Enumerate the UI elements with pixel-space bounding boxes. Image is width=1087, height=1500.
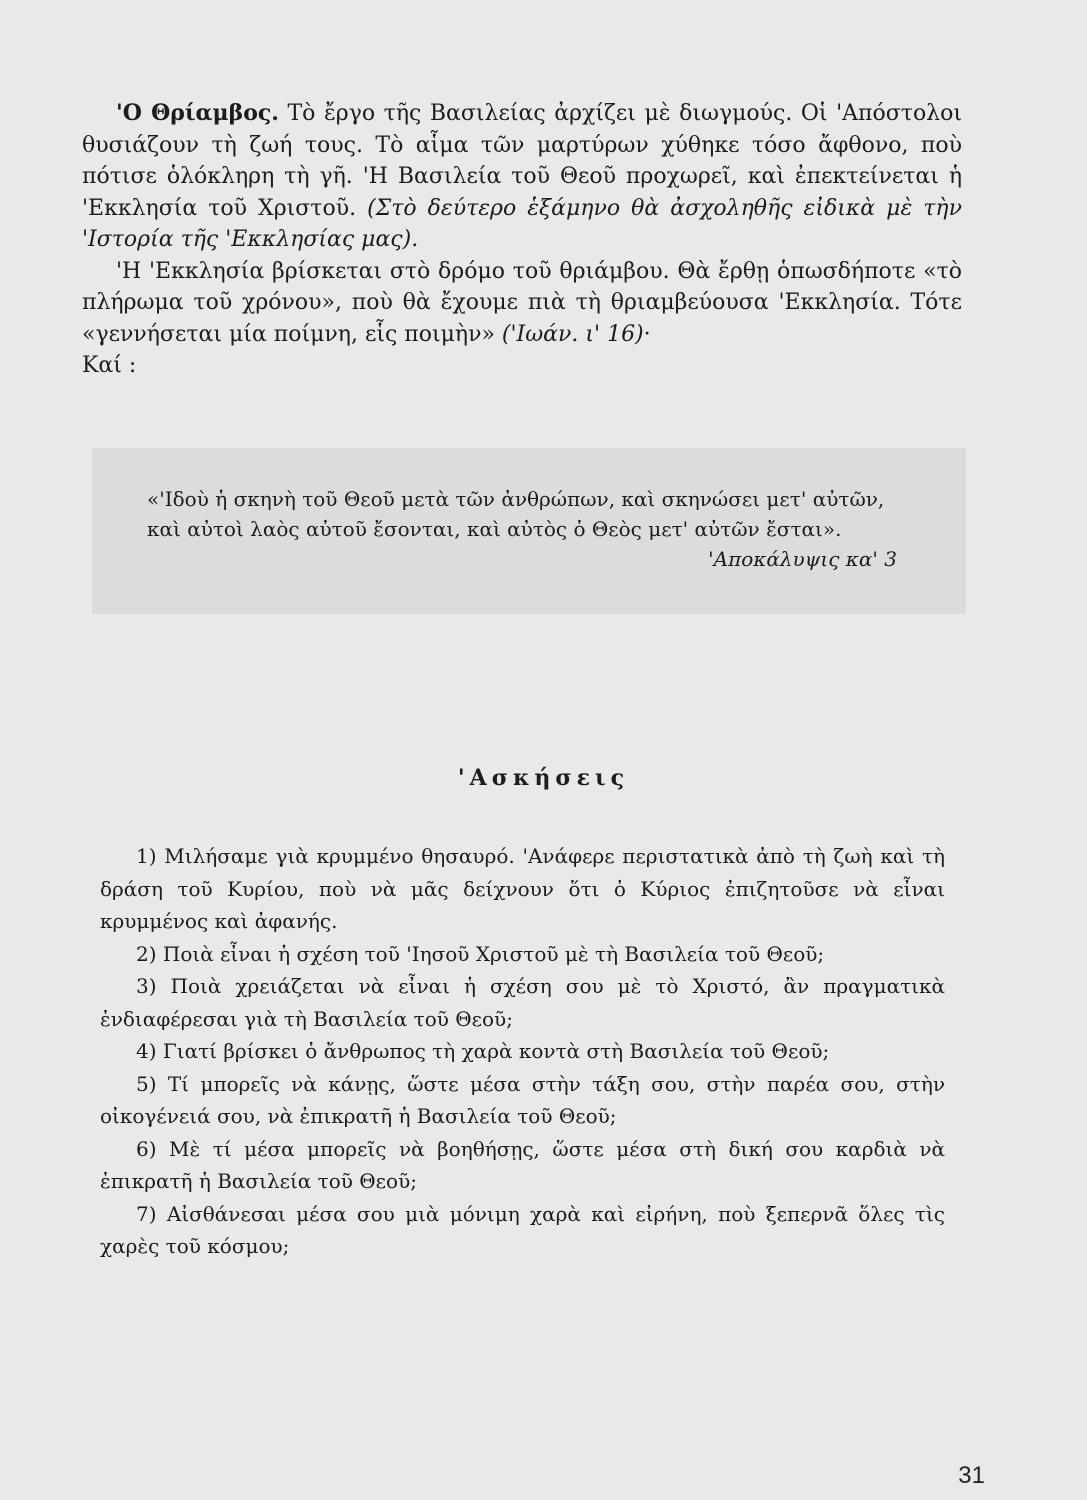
section-lead: 'Ο Θρίαμβος. (116, 100, 279, 126)
exercise-item: 4) Γιατί βρίσκει ὁ ἄνθρωπος τὴ χαρὰ κοντὰ στὴ Βασιλεία τοῦ Θεοῦ; (136, 1039, 830, 1063)
paragraph-italic-note: (Στὸ δεύτερο ἑξάμηνο θὰ ἀσχοληθῆς εἰδικὰ μὲ τὴν 'Ιστορία τῆς 'Εκκλησίας μας). (82, 195, 962, 252)
exercise-item: 2) Ποιὰ εἶναι ἡ σχέση τοῦ 'Ιησοῦ Χριστοῦ μὲ τὴ Βασιλεία τοῦ Θεοῦ; (136, 941, 825, 966)
exercise-item: 6) Μὲ τί μέσα μπορεῖς νὰ βοηθήσῃς, ὥστε μέσα στὴ δική σου καρδιὰ νὰ ἐπικρατῆ ἡ Βασιλεία τοῦ Θεοῦ; (100, 1136, 945, 1193)
exercise-item: 1) Μιλήσαμε γιὰ κρυμμένο θησαυρό. 'Ανάφερε περιστατικὰ ἀπὸ τὴ ζωὴ καὶ τὴ δράση τοῦ Κυρίου, ποὺ νὰ μᾶς δείχνουν ὅτι ὁ Κύριος ἐπιζητοῦσε νὰ εἶναι κρυμμένος καὶ ἀφανής. (100, 844, 945, 933)
quote-line: «'Ιδοὺ ἡ σκηνὴ τοῦ Θεοῦ μετὰ τῶν ἀνθρώπων, καὶ σκηνώσει μετ' αὐτῶν, (147, 487, 885, 511)
quote-reference: 'Αποκάλυψις κα' 3 (708, 547, 897, 571)
paragraph-triumph (82, 98, 962, 256)
paragraph-church (82, 256, 962, 351)
exercises-heading: 'Ασκήσεις (457, 765, 630, 791)
exercises-list (100, 840, 945, 1263)
main-text (82, 98, 962, 382)
quote-box (92, 448, 966, 614)
quote-text (147, 484, 927, 574)
exercise-item: 3) Ποιὰ χρειάζεται νὰ εἶναι ἡ σχέση σου μὲ τὸ Χριστό, ἂν πραγματικὰ ἐνδιαφέρεσαι γιὰ τὴ Βασιλεία τοῦ Θεοῦ; (100, 974, 945, 1031)
page-number: 31 (958, 1462, 985, 1489)
quote-line: καὶ αὐτοὶ λαὸς αὐτοῦ ἔσονται, καὶ αὐτὸς ὁ Θεὸς μετ' αὐτῶν ἔσται». (147, 517, 842, 541)
paragraph-text: 'Η 'Εκκλησία βρίσκεται στὸ δρόμο τοῦ θριάμβου. Θὰ ἔρθῃ ὁπωσδήποτε «τὸ πλήρωμα τοῦ χρόνου», ποὺ θὰ ἔχουμε πιὰ τὴ θριαμβεύουσα 'Εκκλησία. Τότε «γεννήσεται μία ποίμνη, εἷς ποιμὴν» (82, 258, 962, 347)
paragraph-end-mark: · (643, 321, 651, 347)
paragraph-text: Τὸ ἔργο τῆς Βασιλείας ἀρχίζει μὲ διωγμούς. Οἱ 'Απόστολοι θυσιάζουν τὴ ζωή τους. Τὸ αἷμα τῶν μαρτύρων χύθηκε τόσο ἄφθονο, ποὺ πότισε ὁλόκληρη τὴ γῆ. 'Η Βασιλεία τοῦ Θεοῦ προχωρεῖ, καὶ ἐπεκτείνεται ἡ 'Εκκλησία τοῦ Χριστοῦ. (82, 101, 962, 221)
paragraph-kai: Καί : (82, 353, 137, 378)
exercise-item: 5) Τί μπορεῖς νὰ κάνῃς, ὥστε μέσα στὴν τάξη σου, στὴν παρέα σου, στὴν οἰκογένειά σου, νὰ ἐπικρατῆ ἡ Βασιλεία τοῦ Θεοῦ; (100, 1071, 945, 1128)
scripture-reference: ('Ιωάν. ι' 16) (501, 321, 644, 347)
exercise-item: 7) Αἰσθάνεσαι μέσα σου μιὰ μόνιμη χαρὰ καὶ εἰρήνη, ποὺ ξεπερνᾶ ὅλες τὶς χαρὲς τοῦ κόσμου; (100, 1201, 945, 1258)
